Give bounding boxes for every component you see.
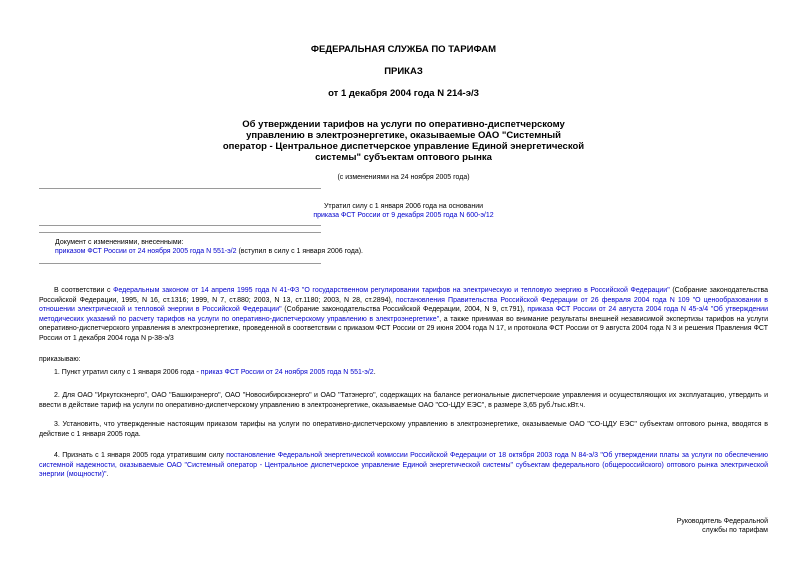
item-4 — [39, 451, 768, 480]
changes-link[interactable]: приказом ФСТ России от 24 ноября 2005 года N 551-э/2 — [55, 248, 237, 255]
changes-heading: Документ с изменениями, внесенными: — [55, 239, 184, 246]
item-4-link[interactable]: постановление Федеральной энергетической комиссии Российской Федерации от 18 октября 2003 года N 84-э/3 "Об утверждении платы за услуги по обеспечению системной надежности, оказываемые ОАО "Системный оператор - Центральное диспетчерское управление Единой энергетической системы" субъектам федерального (общероссийского) оптового рынка электрической энергии (мощности)" — [39, 452, 769, 479]
agency-name: ФЕДЕРАЛЬНАЯ СЛУЖБА ПО ТАРИФАМ — [310, 44, 497, 55]
signature-line: службы по тарифам — [702, 527, 768, 534]
item-1-link[interactable]: приказ ФСТ России от 24 ноября 2005 года N 551-э/2 — [200, 369, 374, 376]
amendments-note: (с изменениями на 24 ноября 2005 года) — [337, 174, 470, 181]
title-line: Об утверждении тарифов на услуги по оперативно-диспетчерскому — [242, 119, 565, 130]
doc-date: от 1 декабря 2004 года N 214-э/3 — [328, 88, 479, 99]
preamble-text: (Собрание законодательства Российской Федерации, 1995, N 16, ст.1316; 1999, N 7, ст.880; 2003, N 13, ст.1180; 2003, N 28, ст.2894), — [39, 287, 769, 304]
title-line: системы" субъектам оптового рынка — [315, 152, 492, 163]
item-2-text: 2. Для ОАО "Иркутскэнерго", ОАО "Башкирэнерго", ОАО "Новосибирскэнерго" и ОАО "Татэнерго", содержащих на балансе региональные диспетчерские управления и осуществляющих их эксплуатацию, утвердить и ввести в действие тариф на услуги по оперативно-диспетчерскому управлению в электроэнергетике, оказываемые ОАО "СО-ЦДУ ЕЭС", в размере 3,65 руб./тыс.кВт.ч. — [39, 392, 768, 409]
changes-note — [55, 238, 455, 256]
item-3 — [39, 420, 768, 439]
federal-law-link[interactable]: Федеральным законом от 14 апреля 1995 года N 41-ФЗ "О государственном регулировании тарифов на электрическую и тепловую энергию в Российской Федерации" — [113, 287, 670, 294]
preamble-text: (Собрание законодательства Российской Федерации, 2004, N 9, ст.791), — [281, 306, 528, 314]
title-line: управлению в электроэнергетике, оказываемые ОАО "Системный — [246, 130, 561, 141]
divider — [39, 263, 321, 264]
changes-line — [55, 247, 455, 256]
order-word: приказываю: — [39, 356, 81, 363]
government-decree-link[interactable]: постановления Правительства Российской Федерации от 26 февраля 2004 года N 109 "О ценообразовании в отношении электрической и тепловой энергии в Российской Федерации" — [39, 296, 768, 314]
preamble-text: , а также принимая во внимание результаты внешней независимой экспертизы тарифов на услуги оперативно-диспетчерского управления в электроэнергетике, проведенной в соответствии с приказом ФСТ России от 29 июня 2004 года N 17, и протокола ФСТ России от 9 августа 2004 года N 3 и решения Правления ФСТ России от 1 декабря 2004 года N р-38-э/3 — [39, 315, 768, 342]
item-3-text: 3. Установить, что утвержденные настоящим приказом тарифы на услуги по оперативно-диспетчерскому управлению в электроэнергетике, оказываемые ОАО "СО-ЦДУ ЕЭС" субъектам оптового рынка, вводятся в действие с 1 января 2005 года. — [39, 421, 768, 438]
signature-line: Руководитель Федеральной — [676, 518, 768, 525]
item-1-text: 1. Пункт утратил силу с 1 января 2006 года - — [54, 369, 201, 376]
item-2 — [39, 391, 768, 410]
preamble-paragraph — [39, 286, 768, 344]
fst-order-link[interactable]: приказа ФСТ России от 24 августа 2004 года N 45-э/4 "Об утверждении методических указаний по расчету тарифов на услуги по оперативно-диспетчерскому управлению в электроэнергетике" — [39, 306, 768, 323]
document-title — [0, 119, 807, 163]
item-1-end: . — [373, 369, 376, 376]
item-1 — [39, 368, 768, 378]
title-line: оператор - Центральное диспетчерское управление Единой энергетической — [222, 141, 585, 152]
changes-suffix: (вступил в силу с 1 января 2006 года). — [236, 248, 363, 255]
status-line: Утратил силу с 1 января 2006 года на основании — [323, 203, 484, 210]
status-note — [0, 202, 807, 220]
doc-type: ПРИКАЗ — [384, 66, 423, 77]
signature-block — [677, 517, 768, 535]
item-4-text: 4. Признать с 1 января 2005 года утратившим силу — [54, 452, 227, 459]
item-4-end: . — [106, 471, 109, 479]
preamble-text: В соответствии с — [54, 287, 114, 294]
divider — [39, 188, 321, 189]
divider — [39, 225, 321, 226]
divider — [39, 232, 321, 233]
status-link[interactable]: приказа ФСТ России от 9 декабря 2005 года N 600-э/12 — [313, 212, 494, 219]
